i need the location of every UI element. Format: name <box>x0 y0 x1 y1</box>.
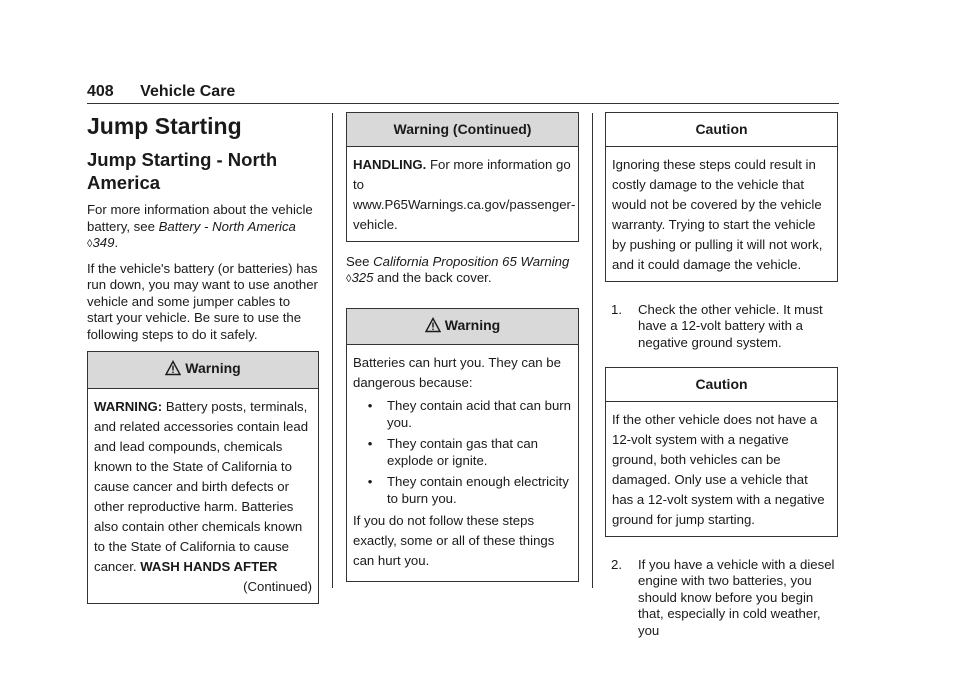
caution-2-header: Caution <box>606 368 837 402</box>
page-title: Jump Starting <box>87 113 242 139</box>
step-1-text: Check the other vehicle. It must have a 12-volt battery with a negative ground system. <box>638 301 823 350</box>
prop65-link[interactable]: California Proposition 65 Warning <box>373 253 570 269</box>
bullet-text: They contain enough electricity to burn you. <box>387 474 569 506</box>
section-title: Vehicle Care <box>140 83 236 100</box>
warning-label: WARNING: <box>94 398 163 414</box>
caution-box-1 <box>605 112 838 282</box>
see-end-text: and the back cover. <box>377 270 492 285</box>
step-2 <box>605 557 838 640</box>
warning-triangle-icon <box>425 317 441 337</box>
warning-triangle-icon <box>165 360 181 380</box>
prop65-page-ref[interactable]: 325 <box>351 270 374 285</box>
header-divider <box>87 103 839 104</box>
bullet-dot: • <box>367 398 373 413</box>
step-2-text: If you have a vehicle with a diesel engine with two batteries, you should know before you begin that, especially in cold weather, you <box>638 556 835 638</box>
warning-continued-box <box>346 112 579 242</box>
caution-box-2 <box>605 367 838 537</box>
caution-1-header: Caution <box>606 113 837 147</box>
warning-box-header <box>88 352 318 389</box>
batteries-warning-box <box>346 308 579 583</box>
batteries-outro: If you do not follow these steps exactly, some or all of these things can hurt you. <box>353 513 555 568</box>
warning-continued-body <box>347 147 578 241</box>
step-1-number: 1. <box>611 301 622 317</box>
intro-paragraph: For more information about the vehicle battery, see Battery - North America ◊349. <box>87 202 313 250</box>
batteries-warning-title: Warning <box>444 316 501 333</box>
caution-2-body: If the other vehicle does not have a 12-volt system with a negative ground, both vehicles can be damaged. Only use a vehicle that has a 12-volt system with a negative ground for jump starting. <box>612 411 825 527</box>
bullet-dot: • <box>367 436 373 451</box>
step-1 <box>605 302 838 352</box>
see-text: See <box>346 253 370 269</box>
bullet-text: They contain gas that can explode or ignite. <box>387 436 539 468</box>
page-ref-arrow-icon: ◊ <box>87 238 93 250</box>
caution-1-body: Ignoring these steps could result in costly damage to the vehicle that would not be covered by the vehicle warranty. Trying to start the vehicle by pushing or pulling it will not work, and it could damage the vehicle. <box>612 156 823 272</box>
handling-label: HANDLING. <box>353 156 427 172</box>
column-divider-1 <box>332 113 333 588</box>
batteries-intro: Batteries can hurt you. They can be dangerous because: <box>353 355 561 390</box>
battery-page-ref[interactable]: 349 <box>92 235 115 250</box>
page-header <box>87 83 235 101</box>
section-heading: Jump Starting - North America <box>87 149 278 193</box>
page-number: 408 <box>87 83 114 100</box>
warning-title: Warning <box>185 360 241 376</box>
column-divider-2 <box>592 113 593 588</box>
warning-box-body <box>88 389 318 603</box>
warning-text: Battery posts, terminals, and related accessories contain lead and lead compounds, chemicals known to the State of California to cause cancer and birth defects or other reproductive harm. Batteries also contain other chemicals known to the State of California to cause cancer. <box>94 398 309 574</box>
page-ref-arrow-icon: ◊ <box>346 273 352 285</box>
bullet-dot: • <box>367 474 373 489</box>
batteries-warning-header <box>347 309 578 346</box>
bullet-item <box>353 435 572 469</box>
warning-box-lead <box>87 351 319 604</box>
column-2 <box>346 112 579 590</box>
column-3 <box>605 112 838 655</box>
warning-continued-header: Warning (Continued) <box>347 113 578 147</box>
bullet-item <box>353 473 572 507</box>
bullet-item <box>353 397 572 431</box>
bullet-text: They contain acid that can burn you. <box>387 398 572 430</box>
step-2-number: 2. <box>611 556 622 572</box>
handling-text: For more information go to www.P65Warnings.ca.gov/passenger-vehicle. <box>353 156 576 232</box>
see-paragraph <box>346 254 579 288</box>
intro-text: For more information about the vehicle battery, see <box>87 202 313 234</box>
continued-label: (Continued) <box>243 578 312 594</box>
wash-hands-text: WASH HANDS AFTER <box>140 558 278 574</box>
batteries-warning-body <box>347 345 578 581</box>
column-1 <box>87 112 319 612</box>
battery-link[interactable]: Battery - North America <box>158 218 296 234</box>
rundown-paragraph: If the vehicle's battery (or batteries) has run down, you may want to use another vehicle and some jumper cables to start your vehicle. Be sure to use the following steps to do it safely. <box>87 260 318 342</box>
